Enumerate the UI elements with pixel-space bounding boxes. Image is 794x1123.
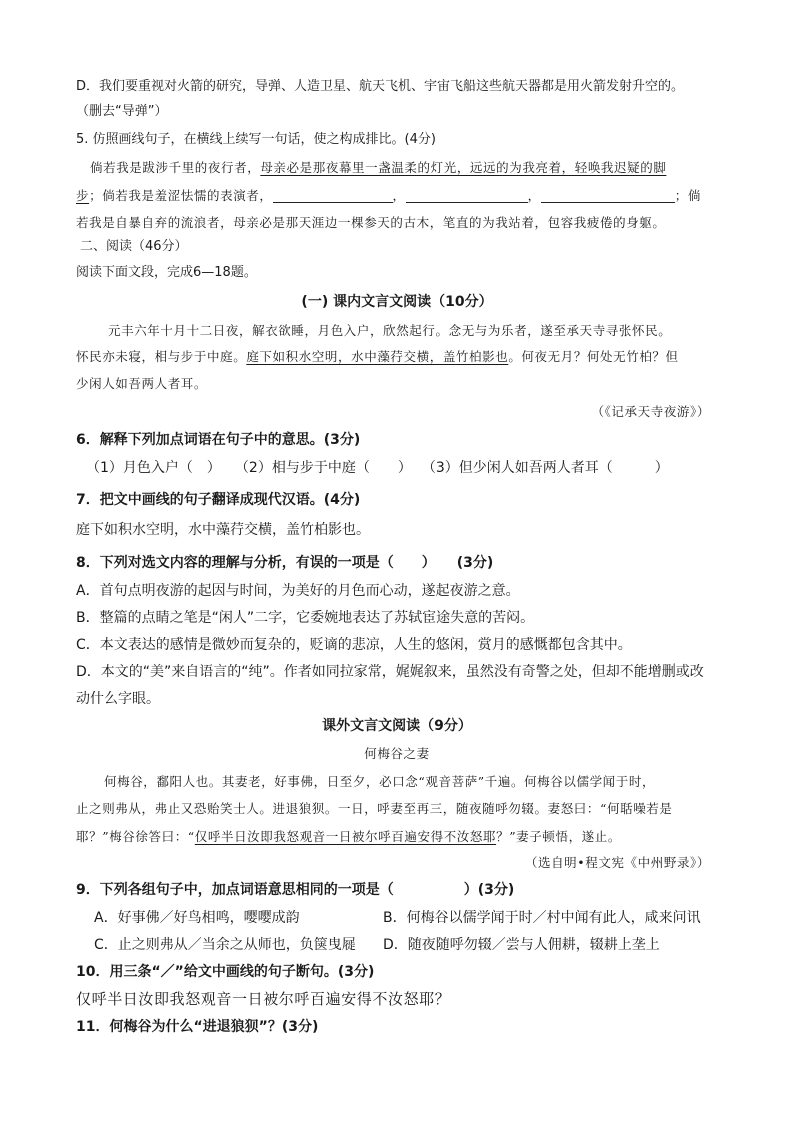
q9-title: 9．下列各组句子中，加点词语意思相同的一项是（ ）(3分): [76, 882, 515, 898]
q9-option-a: A．好事佛／好鸟相鸣，嘤嘤成韵: [94, 910, 300, 926]
q9-option-c: C．止之则弗从／当余之从师也，负箧曳屣: [94, 937, 356, 953]
answer-blank-3[interactable]: [541, 188, 675, 203]
q5-sep-2: ，: [527, 188, 541, 203]
q8-option-d-line-2: 动什么字眼。: [76, 691, 160, 707]
q6-item-2: （2）相与步于中庭（ ）: [234, 460, 412, 476]
part1-paragraph-line-2: [76, 347, 679, 367]
q4-option-d-note: （删去“导弹”）: [76, 104, 168, 119]
q9-option-d: D．随夜随呼勿辍／尝与人佣耕，辍耕上垄上: [383, 937, 660, 953]
part1-paragraph-line-3: 少闲人如吾两人者耳。: [76, 376, 208, 391]
q5-underlined-sentence: 母亲必是那夜幕里一盏温柔的灯光，远远的为我亮着，轻唤我迟疑的脚: [260, 160, 667, 175]
answer-blank-2[interactable]: [406, 188, 528, 203]
q5-line-1: [90, 158, 666, 178]
part2-underlined-sentence: 仅呼半日汝即我怒观音一日被尔呼百遍安得不汝怒耶: [194, 829, 497, 844]
part1-title: (一) 课内文言文阅读（10分）: [301, 294, 493, 310]
q11-title: 11．何梅谷为什么“进退狼狈”？(3分): [76, 1019, 319, 1035]
q9-option-b: B．何梅谷以儒学闻于时／村中闻有此人，咸来问讯: [383, 910, 701, 926]
q4-option-d: D．我们要重视对火箭的研究，导弹、人造卫星、航天飞机、宇宙飞船这些航天器都是用火箭发射升空的。: [76, 79, 685, 94]
q5-line2-text: ；倘若我是羞涩怯懦的表演者，: [89, 188, 273, 203]
q5-sep-1: ，: [392, 188, 406, 203]
q5-line2-end: ；倘: [674, 188, 701, 203]
q10-title: 10．用三条“／”给文中画线的句子断句。(3分): [76, 964, 375, 980]
q5-title: 5. 仿照画线句子，在横线上续写一句话，使之构成排比。(4分): [76, 132, 436, 147]
part1-text: 怀民亦未寝，相与步于中庭。: [76, 349, 247, 364]
q5-underlined-end: 步: [76, 188, 90, 203]
q8-option-b: B．整篇的点睛之笔是“闲人”二字，它委婉地表达了苏轼宦途失意的苦闷。: [76, 610, 535, 626]
q5-line1-pre: 倘若我是跋涉千里的夜行者，: [90, 160, 261, 175]
q5-line-3: 若我是自暴自弃的流浪者，母亲必是那天涯边一棵参天的古木，笔直的为我站着，包容我疲倦的身躯。: [76, 215, 666, 230]
q6-item-1: （1）月色入户（ ）: [86, 460, 221, 476]
part2-paragraph-line-2: 止之则弗从，弗止又恐贻笑士人。进退狼狈。一日，呼妻至再三，随夜随呼勿辍。妻怒曰：“何聒噪若是: [76, 801, 673, 816]
q6-item-3: （3）但少闲人如吾两人者耳（ ）: [421, 460, 669, 476]
q8-option-c: C．本文表达的感情是微妙而复杂的，贬谪的悲凉，人生的悠闲，赏月的感慨都包含其中。: [76, 637, 632, 653]
q10-sentence: 仅呼半日汝即我怒观音一日被尔呼百遍安得不汝怒耶？: [76, 990, 451, 1008]
q6-title: 6．解释下列加点词语在句子中的意思。(3分): [76, 432, 361, 448]
part2-title: 课外文言文阅读（9分）: [322, 718, 472, 734]
q7-sentence: 庭下如积水空明，水中藻荇交横，盖竹柏影也。: [76, 522, 370, 538]
q8-title: 8．下列对选文内容的理解与分析，有误的一项是（ ） (3分): [76, 555, 494, 571]
section-2-title: 二、阅读（46分）: [80, 239, 188, 254]
section-2-instruction: 阅读下面文段，完成6—18题。: [76, 265, 257, 280]
part2-paragraph-line-3: [76, 827, 621, 847]
part2-subtitle: 何梅谷之妻: [364, 746, 430, 761]
q6-items: [86, 458, 669, 478]
part1-underlined-sentence: 庭下如积水空明，水中藻荇交横，盖竹柏影也: [246, 349, 509, 364]
q5-line-2: [76, 186, 701, 206]
part2-source: （选自明•程文宪《中州野录》）: [524, 855, 710, 870]
part1-text-post: 。何夜无月？何处无竹柏？但: [508, 349, 679, 364]
part2-text-post: ？”妻子顿悟，遂止。: [496, 829, 621, 844]
q7-title: 7．把文中画线的句子翻译成现代汉语。(4分): [76, 492, 361, 508]
part1-source: （《记承天寺夜游》）: [591, 404, 710, 419]
answer-blank-1[interactable]: [273, 188, 393, 203]
part2-text: 耶？”梅谷徐答曰：“: [76, 829, 195, 844]
q8-option-a: A．首句点明夜游的起因与时间，为美好的月色而心动，遂起夜游之意。: [76, 583, 520, 599]
part1-paragraph-line-1: 元丰六年十月十二日夜，解衣欲睡，月色入户，欣然起行。念无与为乐者，遂至承天寺寻张怀民。: [108, 323, 672, 338]
part2-paragraph-line-1: 何梅谷，鄱阳人也。其妻老，好事佛，日至夕，必口念“观音菩萨”千遍。何梅谷以儒学闻于时，: [104, 774, 656, 789]
q8-option-d-line-1: D．本文的“美”来自语言的“纯”。作者如同拉家常，娓娓叙来，虽然没有奇警之处，但却不能增删或改: [76, 664, 704, 680]
